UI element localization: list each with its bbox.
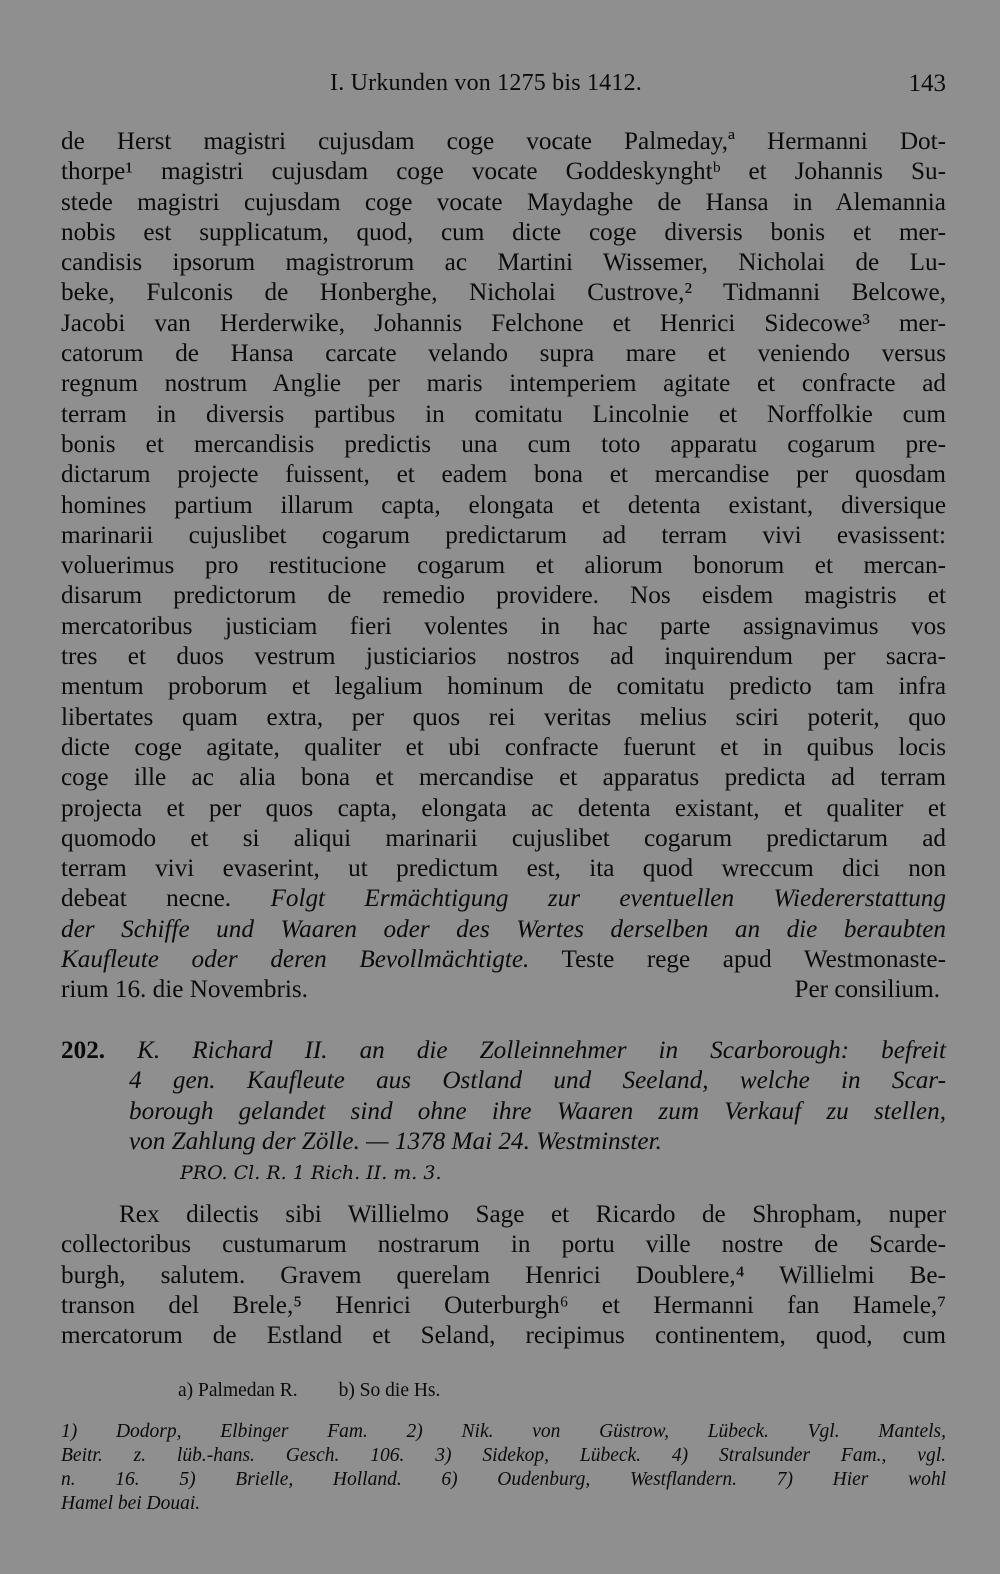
text-line: mentum proborum et legalium hominum de comitatu predicto tam infra: [61, 673, 946, 701]
text-line: quomodo et si aliqui marinarii cujuslibet cogarum predictarum ad: [61, 824, 946, 852]
text-line: mercatorum de Estland et Seland, recipimus continentem, quod, cum: [61, 1322, 946, 1350]
page-number: 143: [908, 70, 946, 97]
text-line: stede magistri cujusdam coge vocate Maydaghe de Hansa in Alemannia: [61, 188, 946, 216]
heading-line: von Zahlung der Zölle. — 1378 Mai 24. Westminster.: [129, 1127, 662, 1155]
text-line: tres et duos vestrum justiciarios nostros ad inquirendum per sacra-: [61, 643, 946, 671]
text-line: terram in diversis partibus in comitatu Lincolnie et Norffolkie cum: [61, 400, 946, 428]
main-text-block-2: [61, 1200, 946, 1351]
text-line-mixed: [61, 884, 946, 914]
footnote-line: Beitr. z. lüb.-hans. Gesch. 106. 3) Sidekop, Lübeck. 4) Stralsunder Fam., vgl.: [61, 1445, 946, 1466]
document-number: 202.: [61, 1037, 106, 1064]
running-title: I. Urkunden von 1275 bis 1412.: [330, 70, 642, 96]
editorial-italic: Folgt Ermächtigung zur eventuellen Wiedererstattung: [270, 885, 946, 913]
text-line: thorpe¹ magistri cujusdam coge vocate Goddeskynghtᵇ et Johannis Su-: [61, 158, 946, 186]
text-line: coge ille ac alia bona et mercandise et apparatus predicta ad terram: [61, 764, 946, 792]
textual-note: b) So die Hs.: [338, 1380, 441, 1401]
text-line: burgh, salutem. Gravem querelam Henrici Doublere,⁴ Willielmi Be-: [61, 1261, 946, 1289]
text-line: voluerimus pro restitucione cogarum et aliorum bonorum et mercan-: [61, 552, 946, 580]
text-line: dicte coge agitate, qualiter et ubi confracte fuerunt et in quibus locis: [61, 733, 946, 761]
text-line: disarum predictorum de remedio providere. Nos eisdem magistris et: [61, 582, 946, 610]
footnotes: [61, 1420, 946, 1516]
heading-line: [61, 1036, 946, 1066]
textual-note: a) Palmedan R.: [178, 1380, 298, 1401]
document-heading: [61, 1036, 946, 1157]
text-line: dictarum projecte fuissent, et eadem bona et mercandise per quosdam: [61, 461, 946, 489]
text-line: nobis est supplicatum, quod, cum dicte coge diversis bonis et mer-: [61, 218, 946, 246]
heading-line: borough gelandet sind ohne ihre Waaren zum Verkauf zu stellen,: [129, 1097, 946, 1125]
text-line: regnum nostrum Anglie per maris intemperiem agitate et confracte ad: [61, 370, 946, 398]
text-line-closing: [61, 975, 946, 1005]
page-header: [62, 66, 948, 106]
heading-text: K. Richard II. an die Zolleinnehmer in Scarborough: befreit: [137, 1037, 946, 1064]
source-reference: PRO. Cl. R. 1 Rich. II. m. 3.: [180, 1162, 442, 1184]
heading-line: 4 gen. Kaufleute aus Ostland und Seeland, welche in Scar-: [129, 1067, 946, 1095]
text-line: catorum de Hansa carcate velando supra mare et veniendo versus: [61, 340, 946, 368]
text-line: projecta et per quos capta, elongata ac detenta existant, et qualiter et: [61, 794, 946, 822]
text-line: Rex dilectis sibi Willielmo Sage et Ricardo de Shropham, nuper: [119, 1201, 946, 1228]
text-line: candisis ipsorum magistrorum ac Martini Wissemer, Nicholai de Lu-: [61, 249, 946, 277]
main-text-block-1: [61, 127, 946, 1006]
text-line: mercatoribus justiciam fieri volentes in hac parte assignavimus vos: [61, 612, 946, 640]
text-line: beke, Fulconis de Honberghe, Nicholai Custrove,² Tidmanni Belcowe,: [61, 279, 946, 307]
date-clause: rium 16. die Novembris.: [61, 976, 308, 1004]
text-line: bonis et mercandisis predictis una cum toto apparatu cogarum pre-: [61, 430, 946, 458]
editorial-italic: Kaufleute oder deren Bevollmächtigte.: [61, 946, 530, 974]
text-line: transon del Brele,⁵ Henrici Outerburgh⁶ et Hermanni fan Hamele,⁷: [61, 1291, 946, 1319]
footnote-line: 1) Dodorp, Elbinger Fam. 2) Nik. von Güstrow, Lübeck. Vgl. Mantels,: [61, 1421, 946, 1442]
text-roman: Teste rege apud Westmonaste-: [561, 946, 946, 974]
editorial-italic-line: der Schiffe und Waaren oder des Wertes derselben an die beraubten: [61, 915, 946, 943]
text-roman: debeat necne.: [61, 885, 232, 913]
text-line: collectoribus custumarum nostrarum in portu ville nostre de Scarde-: [61, 1231, 946, 1259]
text-line: terram vivi evaserint, ut predictum est, ita quod wreccum dici non: [61, 855, 946, 883]
text-line-mixed: [61, 945, 946, 975]
text-line: de Herst magistri cujusdam coge vocate Palmeday,ª Hermanni Dot-: [61, 128, 946, 155]
footnote-line: n. 16. 5) Brielle, Holland. 6) Oudenburg, Westflandern. 7) Hier wohl: [61, 1469, 946, 1490]
text-line: marinarii cujuslibet cogarum predictarum ad terram vivi evasissent:: [61, 521, 946, 549]
text-line: homines partium illarum capta, elongata et detenta existant, diversique: [61, 491, 946, 519]
footnote-line: Hamel bei Douai.: [61, 1493, 201, 1514]
textual-notes: [178, 1380, 476, 1402]
per-consilium: Per consilium.: [794, 976, 940, 1004]
text-line: libertates quam extra, per quos rei veritas melius sciri poterit, quo: [61, 703, 946, 731]
text-line: Jacobi van Herderwike, Johannis Felchone et Henrici Sidecowe³ mer-: [61, 309, 946, 337]
